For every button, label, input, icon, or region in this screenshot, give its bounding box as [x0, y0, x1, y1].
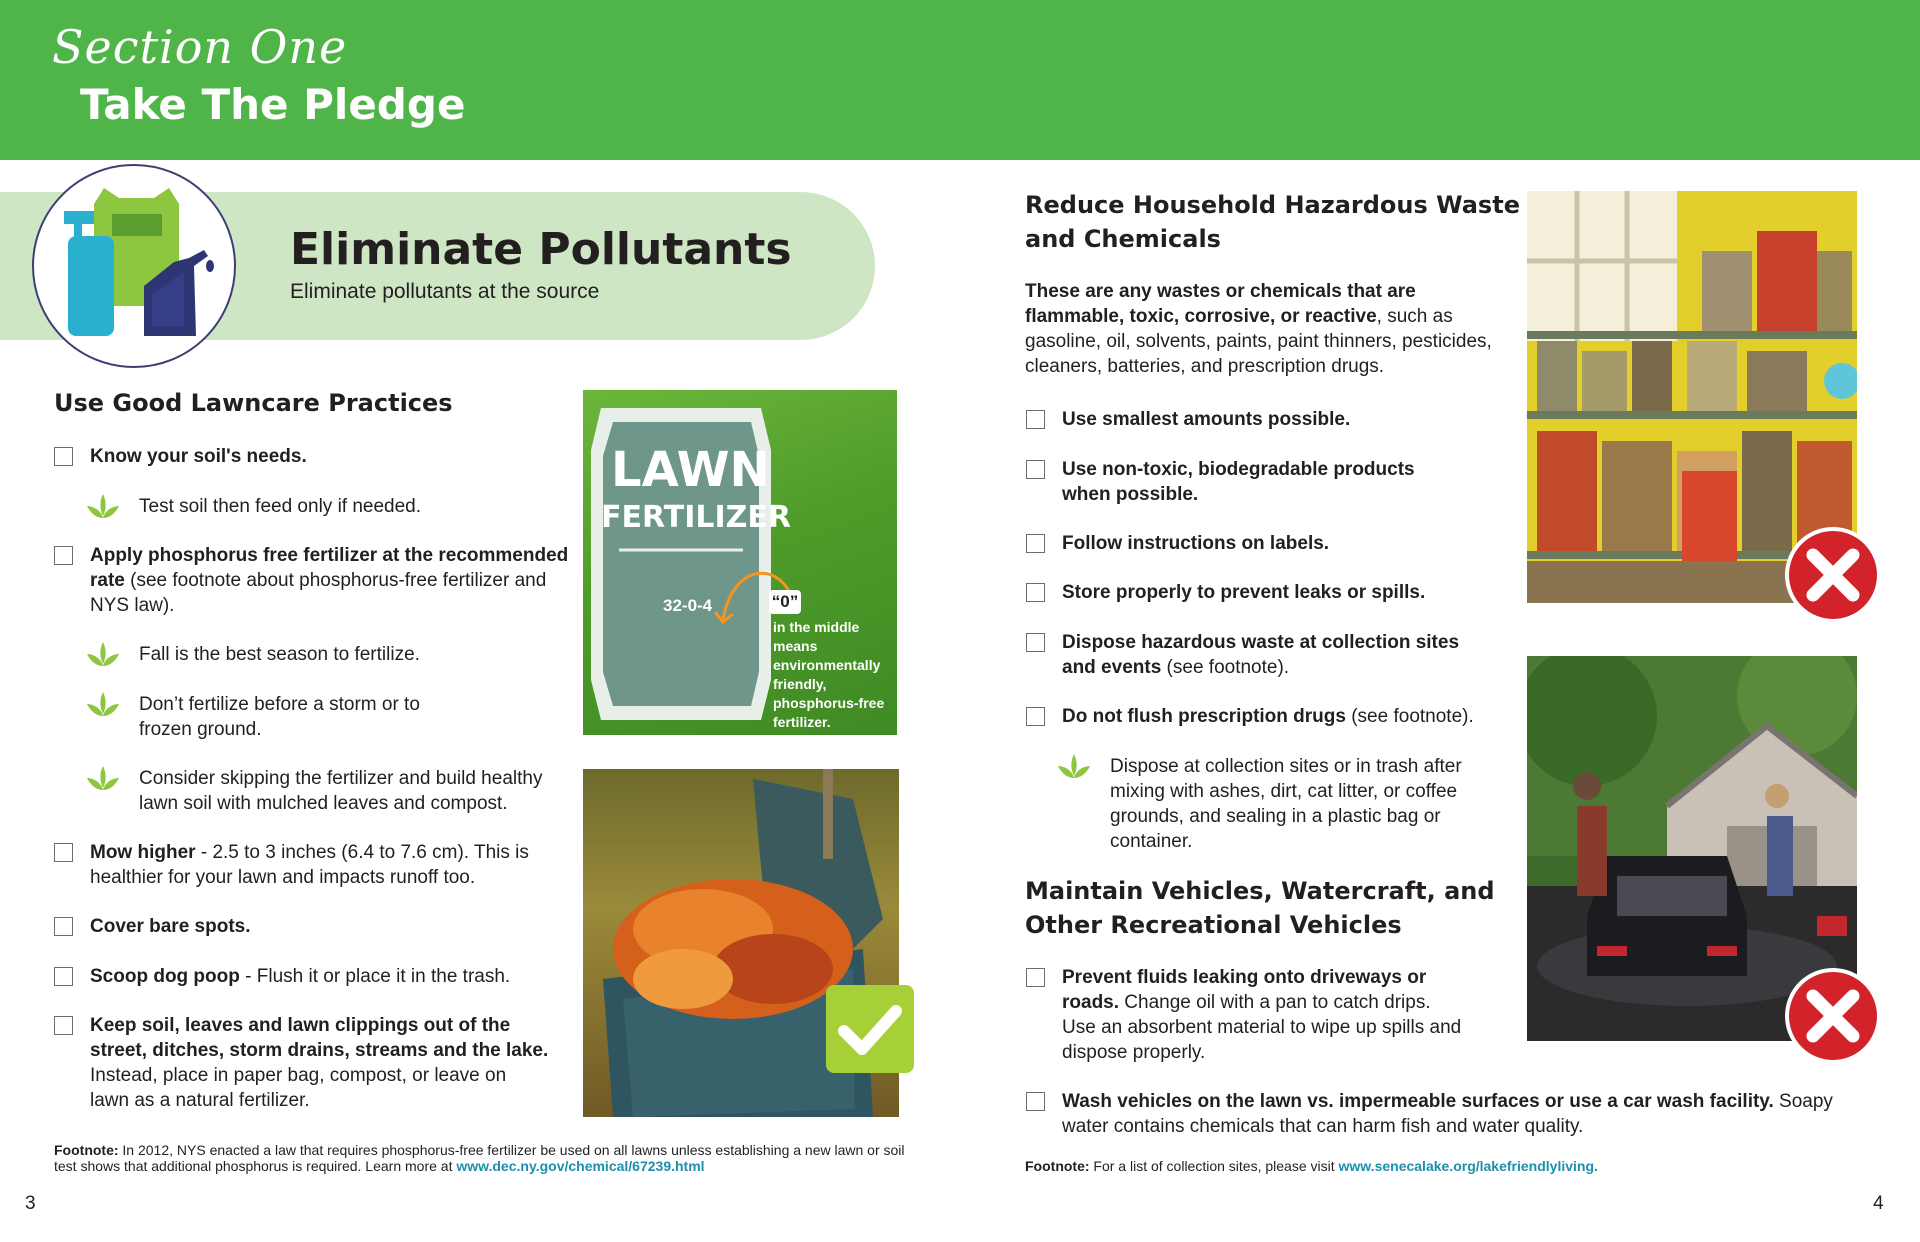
- x-icon: [1785, 968, 1881, 1064]
- hazardous-waste-heading: Reduce Household Hazardous Waste and Chemicals: [1025, 191, 1520, 253]
- tip-item: Test soil then feed only if needed.: [139, 494, 569, 519]
- checkbox[interactable]: [1026, 968, 1045, 987]
- checklist-item: Use non-toxic, biodegradable products when possible.: [1062, 457, 1462, 507]
- leaf-icon: [87, 494, 119, 518]
- leaf-icon: [87, 692, 119, 716]
- checkbox[interactable]: [54, 843, 73, 862]
- checklist-item: Cover bare spots.: [90, 914, 560, 939]
- tip-item: Dispose at collection sites or in trash after mixing with ashes, dirt, cat litter, or coffee grounds, and sealing in a plastic bag or container.: [1110, 754, 1510, 854]
- page-number-right: 4: [1873, 1193, 1884, 1214]
- banner-title: Eliminate Pollutants: [290, 224, 792, 275]
- checklist-item: Know your soil's needs.: [90, 444, 560, 469]
- section-title: Take The Pledge: [80, 80, 466, 129]
- fertilizer-label-line2: FERTILIZER: [601, 500, 791, 535]
- checklist-item: Keep soil, leaves and lawn clippings out of the street, ditches, storm drains, streams and the lake. Instead, place in paper bag, compost, or leave on lawn as a natural fertilizer.: [90, 1013, 550, 1113]
- fertilizer-caption: in the middle means environmentally friendly, phosphorus-free fertilizer.: [773, 619, 885, 730]
- checkbox[interactable]: [1026, 1092, 1045, 1111]
- leaf-icon: [1058, 754, 1090, 778]
- tip-item: Consider skipping the fertilizer and build healthy lawn soil with mulched leaves and compost.: [139, 766, 579, 816]
- section-label: Section One: [52, 20, 348, 74]
- checklist-item: Store properly to prevent leaks or spills.: [1062, 580, 1512, 605]
- checkbox[interactable]: [54, 917, 73, 936]
- x-icon: [1785, 527, 1881, 623]
- checkbox[interactable]: [1026, 633, 1045, 652]
- fertilizer-photo: [583, 390, 897, 735]
- checkbox[interactable]: [1026, 534, 1045, 553]
- checkbox[interactable]: [54, 447, 73, 466]
- footnote-left: Footnote: In 2012, NYS enacted a law that requires phosphorus-free fertilizer be used on all lawns unless establishing a new lawn or soil test shows that additional phosphorus is required. Learn more at www.dec.ny.gov/chemical/67239.html: [54, 1142, 905, 1174]
- intro-text: These are any wastes or chemicals that are flammable, toxic, corrosive, or reactive, such as gasoline, oil, solvents, paints, paint thinners, pesticides, cleaners, batteries, and prescription drugs.: [1025, 281, 1492, 377]
- tip-item: Fall is the best season to fertilize.: [139, 642, 569, 667]
- seneca-lake-link[interactable]: www.senecalake.org/lakefriendlyliving.: [1338, 1158, 1598, 1174]
- leaf-icon: [87, 642, 119, 666]
- page-number-left: 3: [25, 1193, 36, 1214]
- npk-ratio: 32-0-4: [663, 596, 713, 615]
- dec-link[interactable]: www.dec.ny.gov/chemical/67239.html: [456, 1158, 705, 1174]
- vehicles-heading: Maintain Vehicles, Watercraft, and Other Recreational Vehicles: [1025, 877, 1495, 939]
- checklist-item: Follow instructions on labels.: [1062, 531, 1512, 556]
- checklist-item: Prevent fluids leaking onto driveways or roads. Change oil with a pan to catch drips. Use an absorbent material to wipe up spills and dispose properly.: [1062, 965, 1462, 1065]
- checklist-item: Apply phosphorus free fertilizer at the recommended rate (see footnote about phosphorus-free fertilizer and NYS law).: [90, 543, 570, 618]
- checkbox[interactable]: [1026, 583, 1045, 602]
- checkbox[interactable]: [1026, 410, 1045, 429]
- check-icon: [826, 985, 914, 1073]
- checkbox[interactable]: [54, 546, 73, 565]
- checklist-item: Mow higher - 2.5 to 3 inches (6.4 to 7.6 cm). This is healthier for your lawn and impacts runoff too.: [90, 840, 560, 890]
- checklist-item: Wash vehicles on the lawn vs. impermeable surfaces or use a car wash facility. Soapy water contains chemicals that can harm fish and water quality.: [1062, 1089, 1842, 1139]
- section-header: [0, 0, 1920, 160]
- checklist-item: Scoop dog poop - Flush it or place it in the trash.: [90, 964, 560, 989]
- banner-subtitle: Eliminate pollutants at the source: [290, 280, 600, 303]
- zero-callout: “0”: [769, 590, 801, 614]
- checkbox[interactable]: [1026, 707, 1045, 726]
- footnote-right: Footnote: For a list of collection sites, please visit www.senecalake.org/lakefriendlyliving.: [1025, 1158, 1598, 1174]
- checkbox[interactable]: [1026, 460, 1045, 479]
- pollutants-icon: [32, 164, 236, 368]
- lawncare-heading: Use Good Lawncare Practices: [54, 389, 453, 417]
- checklist-item: Do not flush prescription drugs (see footnote).: [1062, 704, 1512, 729]
- checkbox[interactable]: [54, 1016, 73, 1035]
- fertilizer-label-line1: LAWN: [611, 442, 770, 498]
- checklist-item: Dispose hazardous waste at collection sites and events (see footnote).: [1062, 630, 1492, 680]
- checkbox[interactable]: [54, 967, 73, 986]
- leaf-icon: [87, 766, 119, 790]
- tip-item: Don’t fertilize before a storm or to frozen ground.: [139, 692, 459, 742]
- checklist-item: Use smallest amounts possible.: [1062, 407, 1512, 432]
